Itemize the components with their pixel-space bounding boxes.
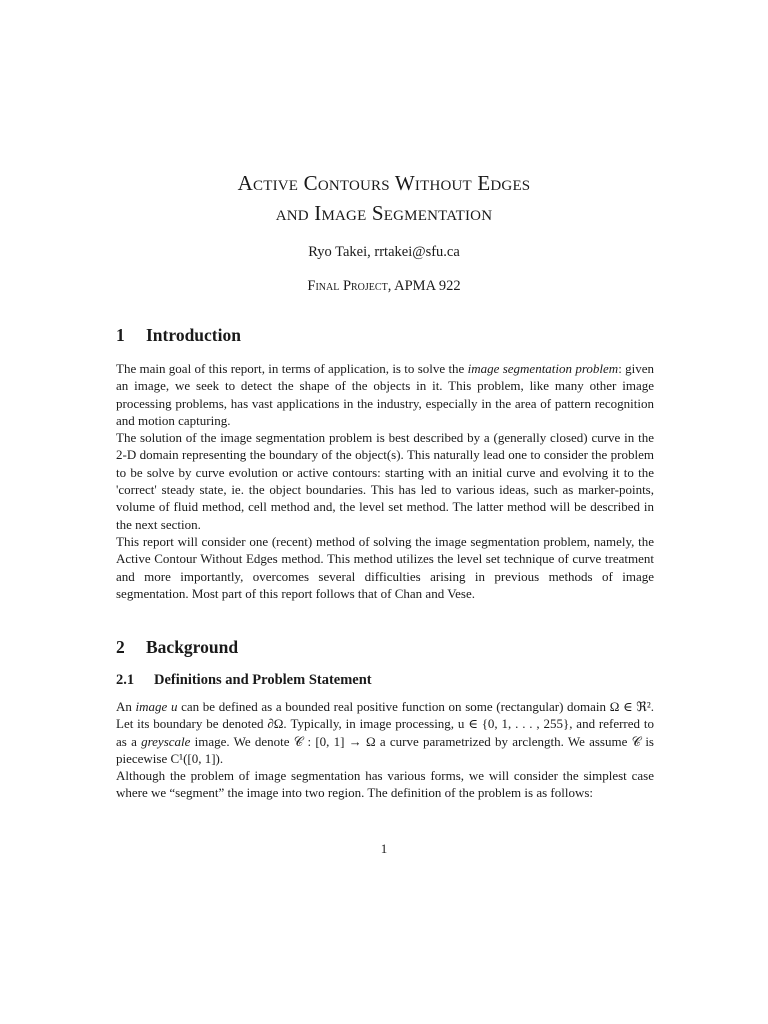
- paragraph: [116, 698, 654, 767]
- paragraph: This report will consider one (recent) method of solving the image segmentation problem, namely, the Active Contour Without Edges method. This method utilizes the level set technique of curve treatment and more importantly, overcomes several difficulties arising in previous methods of image segmentation. Most part of this report follows that of Chan and Vese.: [116, 533, 654, 601]
- section-heading-introduction: [116, 324, 241, 346]
- definitions-body: [116, 698, 654, 802]
- project-line: [0, 276, 768, 296]
- section-title: Introduction: [146, 325, 241, 345]
- emphasis-text: image u: [135, 699, 178, 714]
- project-course: , APMA 922: [387, 278, 461, 294]
- emphasis-text: image segmentation problem: [467, 361, 619, 376]
- paragraph-text: can be defined as a bounded real positive function on some (rectangular) domain Ω ∈ ℜ². Let its boundary be denoted ∂Ω. Typically, in image processing, u ∈ {0, 1, . . . , 255}, and referred to as a: [116, 699, 654, 749]
- page-number: 1: [380, 841, 388, 856]
- paragraph-text: : given an image, we seek to detect the shape of the objects in it. This problem, like many other image processing problems, has vast applications in the industry, especially in the area of pattern recognition and motion capturing.: [116, 361, 654, 428]
- subsection-heading-definitions: [116, 670, 372, 690]
- paragraph-text: The main goal of this report, in terms of application, is to solve the: [116, 361, 468, 376]
- paper-title-line-2: and Image Segmentation: [275, 201, 493, 225]
- subsection-number: 2.1: [116, 672, 135, 688]
- emphasis-text: greyscale: [141, 733, 191, 749]
- paper-title-line-1: Active Contours Without Edges: [237, 171, 531, 195]
- project-label: Final Project: [307, 278, 388, 294]
- section-number: 2: [116, 637, 125, 657]
- subsection-title: Definitions and Problem Statement: [154, 672, 372, 688]
- paragraph-text: image. We denote 𝒞 : [0, 1] → Ω a curve parametrized by arclength. We assume 𝒞 is piecewise C¹([0, 1]).: [116, 733, 654, 766]
- paragraph-text: An: [116, 699, 136, 714]
- author-line: Ryo Takei, rrtakei@sfu.ca: [308, 244, 460, 260]
- introduction-body: [116, 360, 654, 602]
- paragraph: The solution of the image segmentation problem is best described by a (generally closed) curve in the 2-D domain representing the boundary of the object(s). This naturally lead one to consider the problem to be solve by curve evolution or active contours: starting with an initial curve and evolving it to the 'correct' steady state, ie. the object boundaries. This has led to various ideas, such as marker-points, volume of fluid method, cell method and, the level set method. The latter method will be described in the next section.: [116, 430, 654, 532]
- section-number: 1: [116, 325, 125, 345]
- paragraph: Although the problem of image segmentation has various forms, we will consider the simplest case where we “segment” the image into two region. The definition of the problem is as follows:: [116, 768, 654, 801]
- paragraph: [116, 360, 654, 429]
- section-heading-background: [116, 636, 238, 658]
- title-block: [0, 168, 768, 296]
- section-title: Background: [146, 637, 239, 657]
